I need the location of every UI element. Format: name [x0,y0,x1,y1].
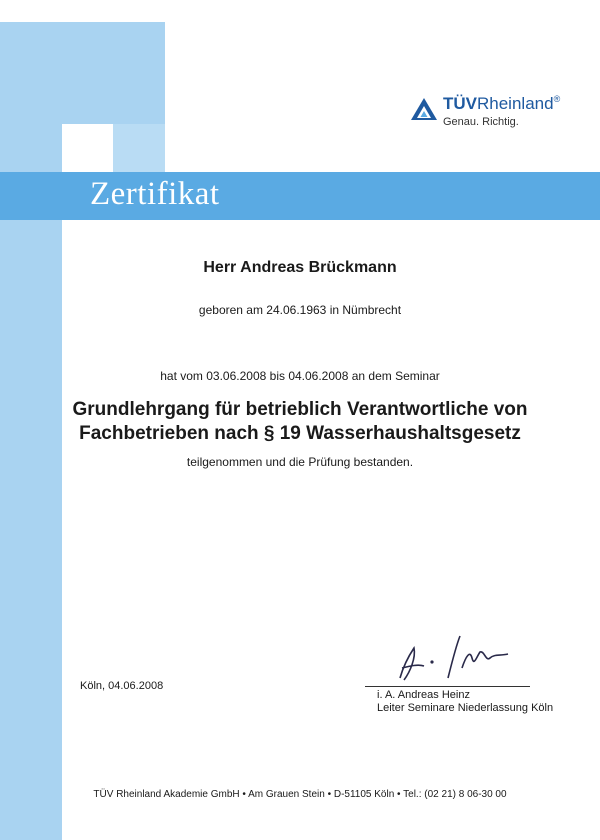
signature-line [365,686,530,687]
course-title [0,398,600,446]
certificate-title: Zertifikat [90,176,220,212]
course-title-line1: Grundlehrgang für betrieblich Verantwortliche von [72,399,528,420]
decor-band-inner [113,124,165,172]
seminar-period: hat vom 03.06.2008 bis 04.06.2008 an dem Seminar [160,369,440,383]
signatory-role: Leiter Seminare Niederlassung Köln [377,702,554,714]
signatory-block [377,689,553,715]
logo-brand-light: Rheinland [477,94,554,113]
decor-band-top [0,22,165,124]
exam-result: teilgenommen und die Prüfung bestanden. [186,455,414,469]
birth-info: geboren am 24.06.1963 in Nümbrecht [198,303,402,317]
course-title-line2: Fachbetrieben nach § 19 Wasserhaushaltsgesetz [79,423,521,444]
recipient-name: Herr Andreas Brückmann [203,259,397,276]
logo-brand-bold: TÜV [443,94,477,113]
tuv-logo [410,94,570,134]
place-date: Köln, 04.06.2008 [80,680,164,692]
signatory-name: i. A. Andreas Heinz [377,689,470,701]
logo-tagline: Genau. Richtig. [443,116,519,128]
handwritten-signature [380,628,530,693]
logo-registered: ® [553,94,561,104]
footer-address: TÜV Rheinland Akademie GmbH • Am Grauen Stein • D-51105 Köln • Tel.: (02 21) 8 06-30 00 [93,789,507,800]
triangle-logo-icon [410,97,438,121]
logo-wordmark [443,94,560,114]
